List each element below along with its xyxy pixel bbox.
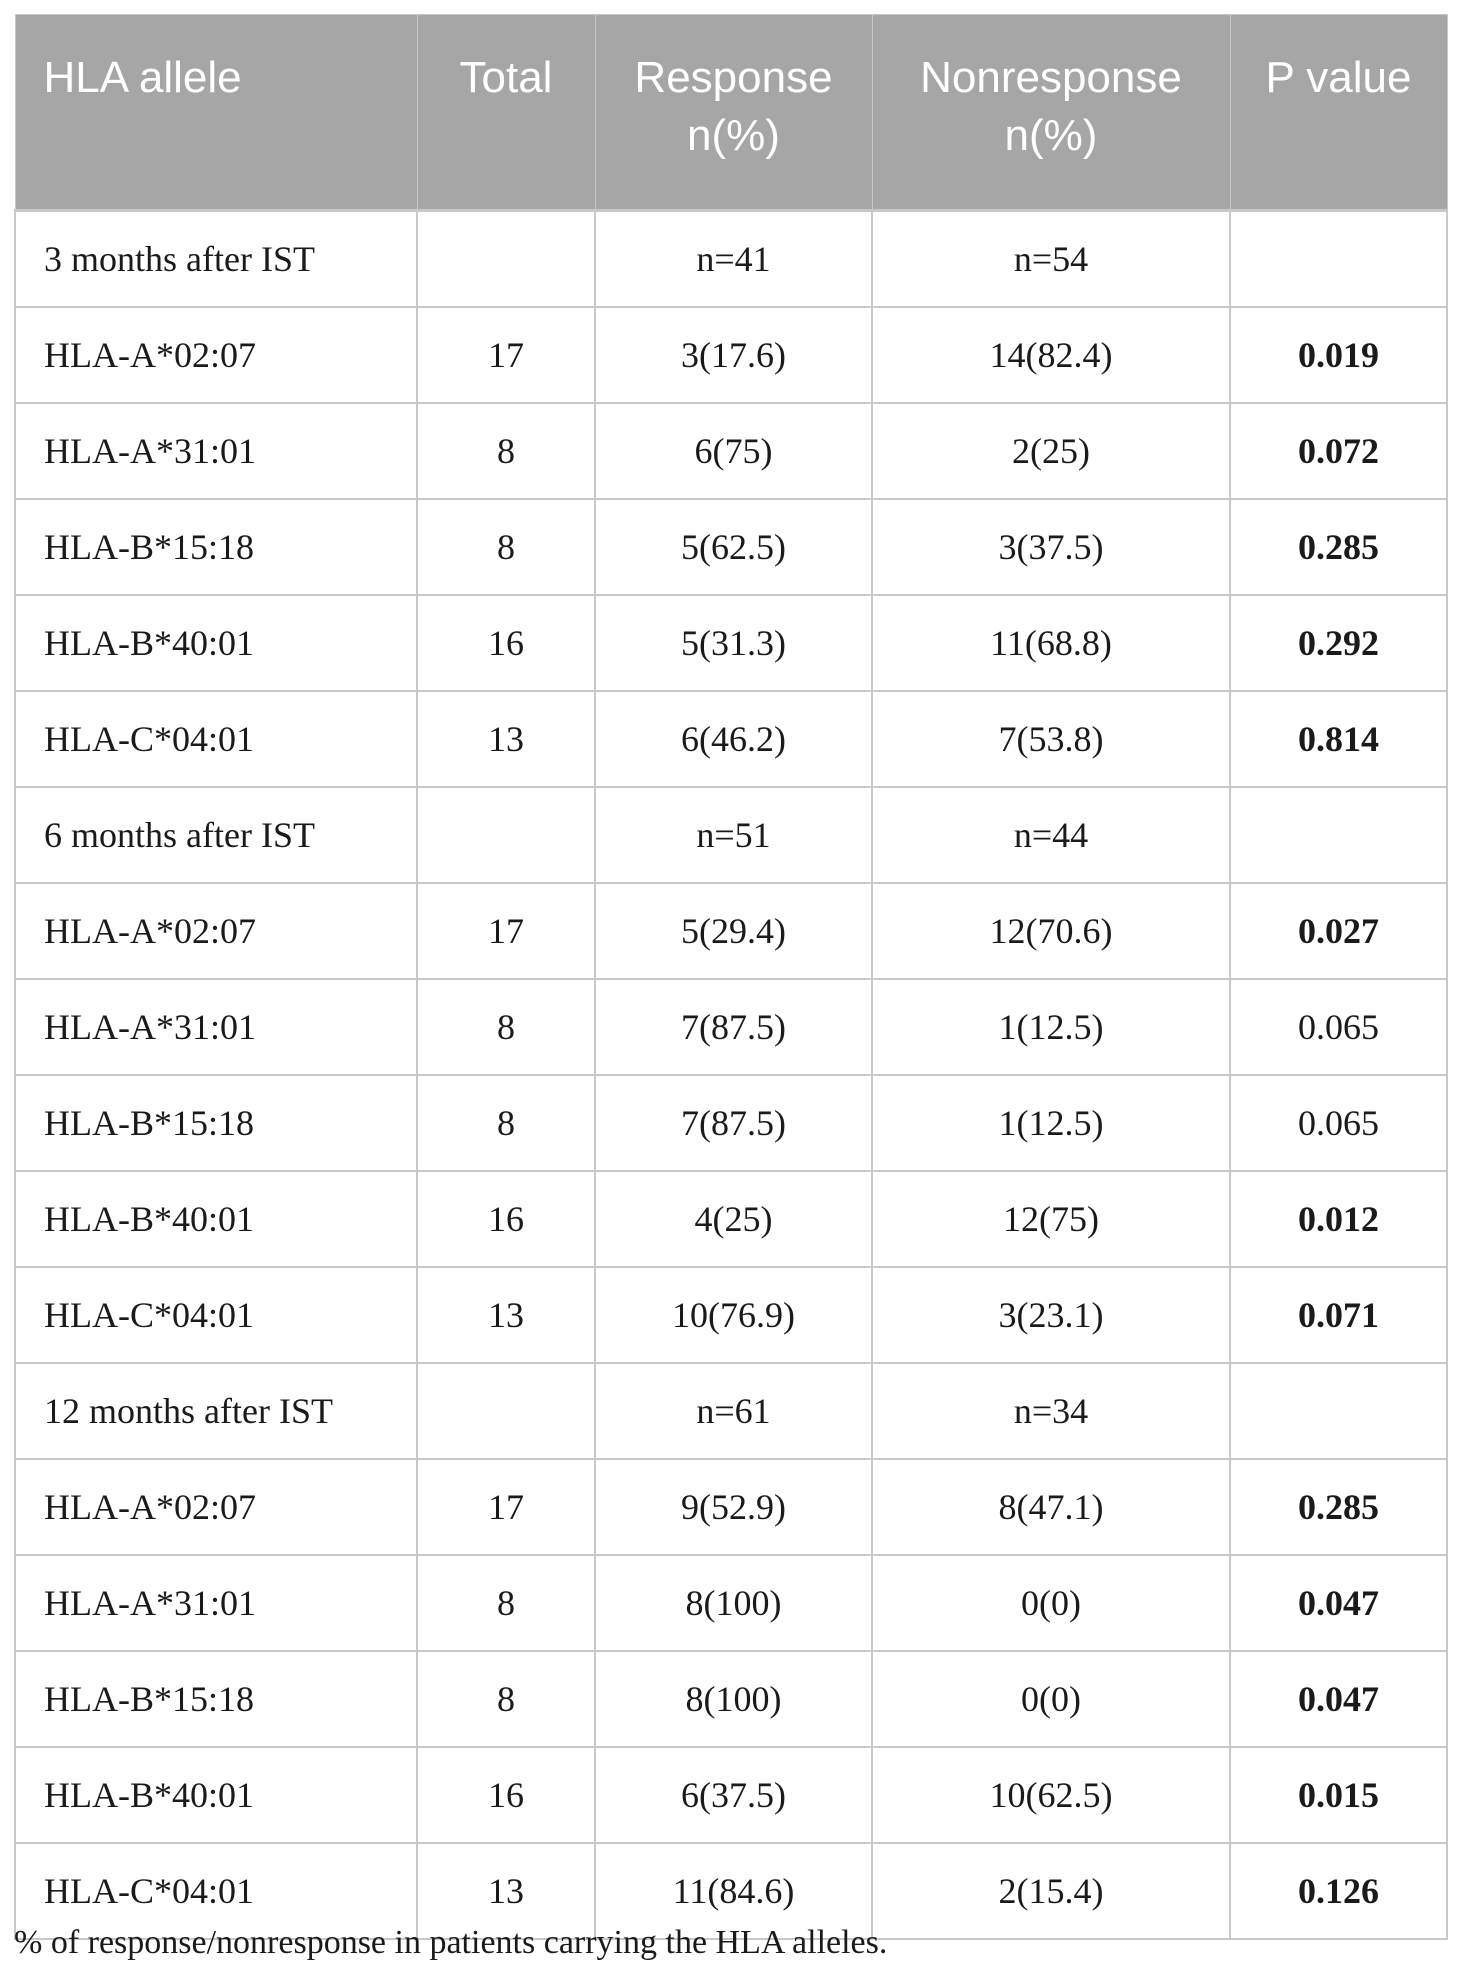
- cell-p-value: 0.012: [1230, 1171, 1447, 1267]
- cell-response: 7(87.5): [595, 979, 872, 1075]
- cell-response: 3(17.6): [595, 307, 872, 403]
- cell-response: 8(100): [595, 1555, 872, 1651]
- cell-allele: HLA-B*15:18: [15, 499, 417, 595]
- cell-total: 13: [417, 1843, 595, 1939]
- cell-nonresponse: 11(68.8): [872, 595, 1230, 691]
- cell-allele: HLA-B*15:18: [15, 1651, 417, 1747]
- cell-p-value: 0.285: [1230, 499, 1447, 595]
- cell-p-value: 0.285: [1230, 1459, 1447, 1555]
- cell-nonresponse: 3(37.5): [872, 499, 1230, 595]
- cell-total: [417, 787, 595, 883]
- cell-response: 9(52.9): [595, 1459, 872, 1555]
- table-row: [15, 307, 1447, 403]
- cell-p-value: 0.071: [1230, 1267, 1447, 1363]
- cell-allele: HLA-A*31:01: [15, 1555, 417, 1651]
- cell-p-value: 0.047: [1230, 1651, 1447, 1747]
- cell-total: 8: [417, 403, 595, 499]
- table-row: [15, 1075, 1447, 1171]
- cell-nonresponse: 12(70.6): [872, 883, 1230, 979]
- cell-nonresponse: 7(53.8): [872, 691, 1230, 787]
- cell-allele: HLA-A*02:07: [15, 1459, 417, 1555]
- header-row: [15, 15, 1447, 211]
- cell-p-value: 0.019: [1230, 307, 1447, 403]
- header-total: [417, 15, 595, 211]
- table-row: [15, 691, 1447, 787]
- table-footnote: % of response/nonresponse in patients carrying the HLA alleles.: [14, 1924, 888, 1961]
- cell-nonresponse: n=34: [872, 1363, 1230, 1459]
- table-row: [15, 595, 1447, 691]
- cell-total: 17: [417, 883, 595, 979]
- cell-allele: HLA-B*15:18: [15, 1075, 417, 1171]
- header-line: n(%): [687, 111, 780, 160]
- cell-total: 8: [417, 1075, 595, 1171]
- cell-nonresponse: 1(12.5): [872, 979, 1230, 1075]
- table-row: [15, 1459, 1447, 1555]
- cell-allele: HLA-B*40:01: [15, 1747, 417, 1843]
- cell-response: 10(76.9): [595, 1267, 872, 1363]
- cell-p-value: 0.292: [1230, 595, 1447, 691]
- cell-allele: HLA-C*04:01: [15, 1267, 417, 1363]
- cell-total: 16: [417, 1747, 595, 1843]
- cell-total: 8: [417, 979, 595, 1075]
- cell-nonresponse: 10(62.5): [872, 1747, 1230, 1843]
- table-row: [15, 1555, 1447, 1651]
- cell-nonresponse: 2(25): [872, 403, 1230, 499]
- header-line: Nonresponse: [920, 53, 1182, 102]
- cell-p-value: 0.814: [1230, 691, 1447, 787]
- cell-response: n=61: [595, 1363, 872, 1459]
- table-row: [15, 1651, 1447, 1747]
- cell-p-value: 0.047: [1230, 1555, 1447, 1651]
- header-nonresponse: [872, 15, 1230, 211]
- cell-allele: 6 months after IST: [15, 787, 417, 883]
- header-line: n(%): [1004, 111, 1098, 160]
- table-row: [15, 1363, 1447, 1459]
- cell-response: 8(100): [595, 1651, 872, 1747]
- cell-allele: HLA-B*40:01: [15, 595, 417, 691]
- cell-response: 4(25): [595, 1171, 872, 1267]
- header-line: HLA allele: [43, 53, 242, 102]
- table-row: [15, 787, 1447, 883]
- cell-allele: HLA-A*02:07: [15, 307, 417, 403]
- table-row: [15, 1171, 1447, 1267]
- cell-allele: 3 months after IST: [15, 211, 417, 308]
- cell-nonresponse: 1(12.5): [872, 1075, 1230, 1171]
- cell-allele: HLA-B*40:01: [15, 1171, 417, 1267]
- cell-allele: 12 months after IST: [15, 1363, 417, 1459]
- table-header: [15, 15, 1447, 211]
- table-row: [15, 403, 1447, 499]
- header-line: Response: [634, 53, 833, 102]
- cell-response: 5(62.5): [595, 499, 872, 595]
- cell-nonresponse: 2(15.4): [872, 1843, 1230, 1939]
- cell-total: 17: [417, 1459, 595, 1555]
- cell-allele: HLA-A*31:01: [15, 403, 417, 499]
- cell-nonresponse: 0(0): [872, 1555, 1230, 1651]
- cell-response: 6(46.2): [595, 691, 872, 787]
- cell-response: 5(29.4): [595, 883, 872, 979]
- cell-nonresponse: 3(23.1): [872, 1267, 1230, 1363]
- cell-allele: HLA-C*04:01: [15, 691, 417, 787]
- hla-response-table: [14, 14, 1448, 1940]
- cell-total: [417, 211, 595, 308]
- cell-response: 11(84.6): [595, 1843, 872, 1939]
- cell-p-value: 0.065: [1230, 1075, 1447, 1171]
- cell-nonresponse: 12(75): [872, 1171, 1230, 1267]
- cell-allele: HLA-C*04:01: [15, 1843, 417, 1939]
- cell-response: n=41: [595, 211, 872, 308]
- cell-total: 16: [417, 595, 595, 691]
- cell-p-value: [1230, 1363, 1447, 1459]
- cell-p-value: [1230, 787, 1447, 883]
- cell-total: 16: [417, 1171, 595, 1267]
- table-body: [15, 211, 1447, 1940]
- header-hla-allele: [15, 15, 417, 211]
- header-line: Total: [459, 53, 553, 102]
- table-row: [15, 1747, 1447, 1843]
- cell-allele: HLA-A*31:01: [15, 979, 417, 1075]
- cell-p-value: [1230, 211, 1447, 308]
- cell-nonresponse: 8(47.1): [872, 1459, 1230, 1555]
- cell-nonresponse: n=54: [872, 211, 1230, 308]
- cell-total: 8: [417, 499, 595, 595]
- cell-response: 6(75): [595, 403, 872, 499]
- cell-total: 13: [417, 691, 595, 787]
- cell-response: 7(87.5): [595, 1075, 872, 1171]
- cell-nonresponse: 0(0): [872, 1651, 1230, 1747]
- cell-allele: HLA-A*02:07: [15, 883, 417, 979]
- table-row: [15, 979, 1447, 1075]
- cell-p-value: 0.015: [1230, 1747, 1447, 1843]
- cell-total: 13: [417, 1267, 595, 1363]
- table-row: [15, 499, 1447, 595]
- cell-p-value: 0.065: [1230, 979, 1447, 1075]
- table-row: [15, 211, 1447, 308]
- results-table-container: [14, 14, 1446, 1940]
- cell-total: [417, 1363, 595, 1459]
- cell-response: n=51: [595, 787, 872, 883]
- table-row: [15, 883, 1447, 979]
- cell-p-value: 0.072: [1230, 403, 1447, 499]
- cell-total: 8: [417, 1651, 595, 1747]
- cell-total: 17: [417, 307, 595, 403]
- header-line: P value: [1265, 53, 1412, 102]
- cell-response: 5(31.3): [595, 595, 872, 691]
- cell-total: 8: [417, 1555, 595, 1651]
- cell-nonresponse: n=44: [872, 787, 1230, 883]
- header-response: [595, 15, 872, 211]
- header-p-value: [1230, 15, 1447, 211]
- cell-nonresponse: 14(82.4): [872, 307, 1230, 403]
- cell-p-value: 0.027: [1230, 883, 1447, 979]
- table-row: [15, 1267, 1447, 1363]
- cell-response: 6(37.5): [595, 1747, 872, 1843]
- cell-p-value: 0.126: [1230, 1843, 1447, 1939]
